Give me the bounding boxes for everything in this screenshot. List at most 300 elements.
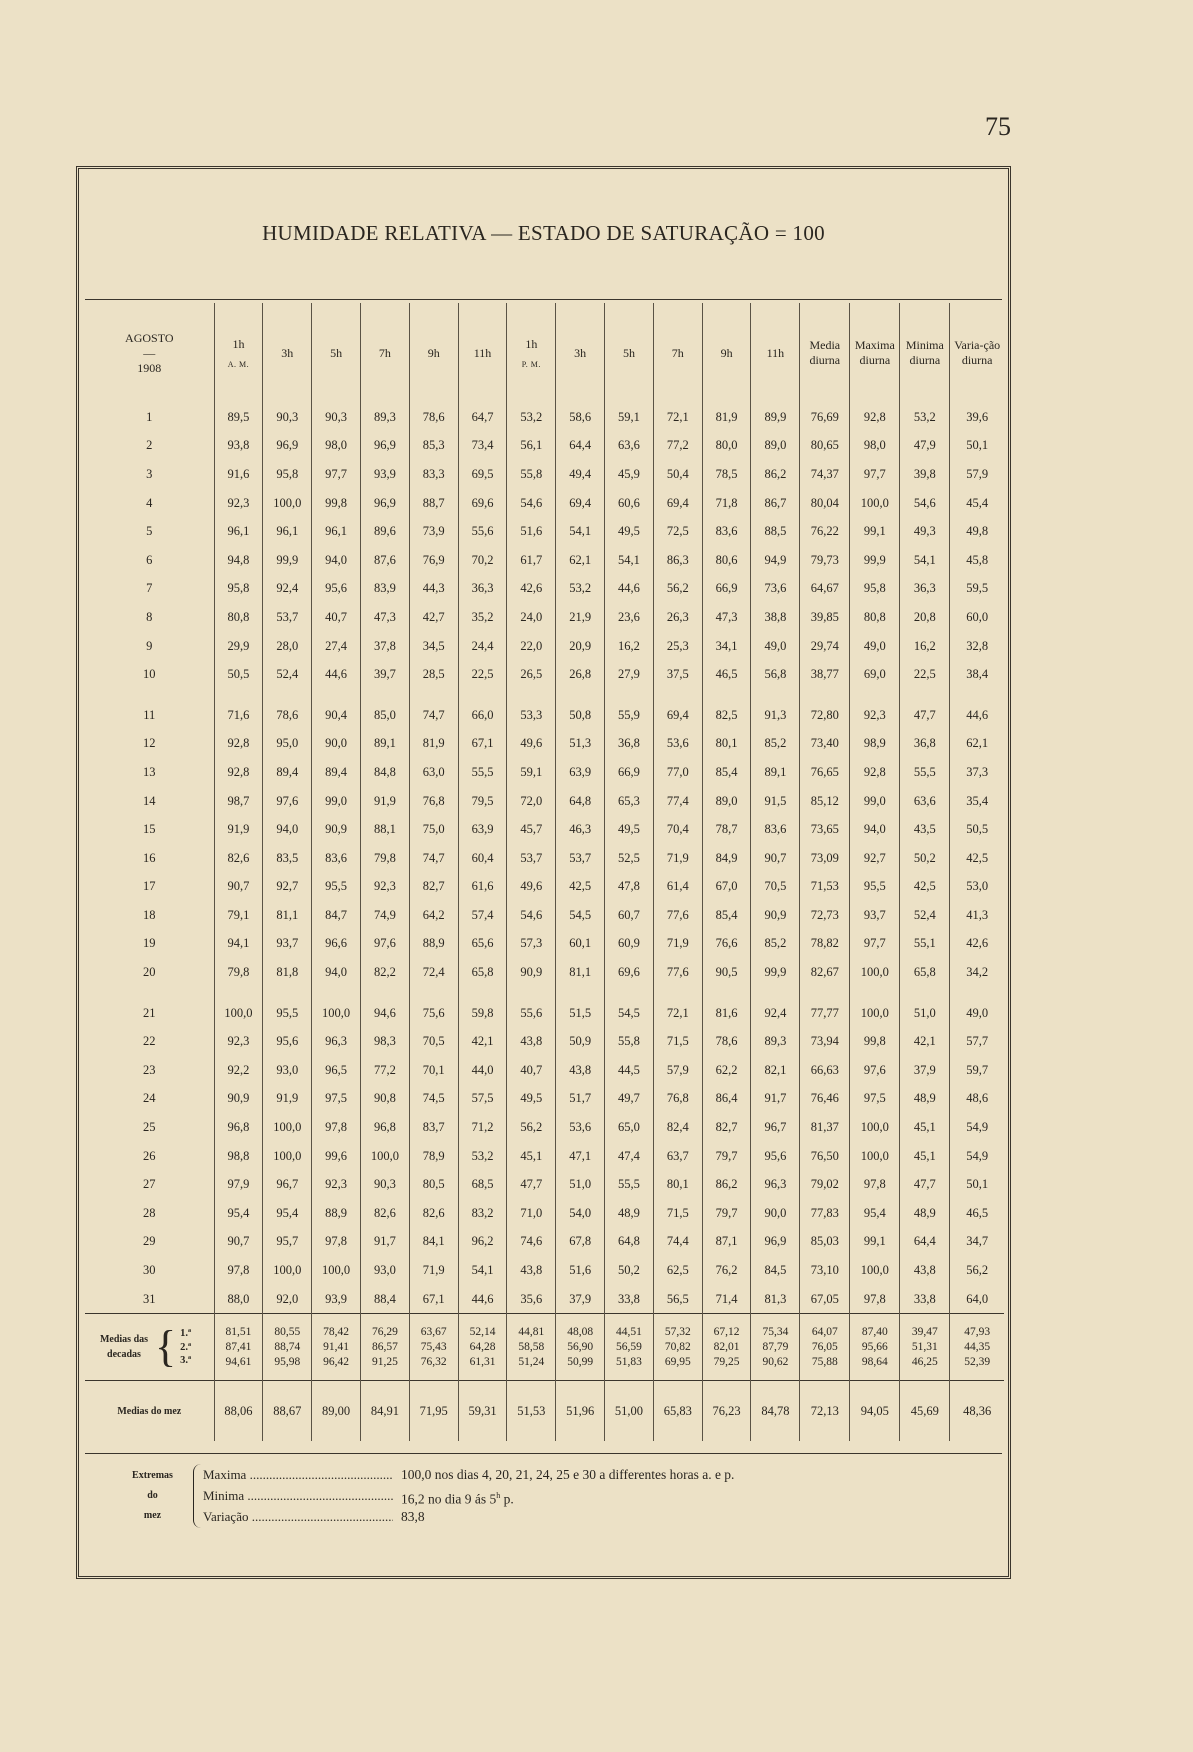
value-cell: 79,8 [214,958,263,987]
value-cell: 51,0 [900,987,950,1028]
value-cell: 50,9 [556,1027,605,1056]
hour-header: 11h [751,303,800,403]
value-cell: 56,8 [751,660,800,689]
value-cell: 24,0 [507,603,556,632]
value-cell: 42,6 [950,930,1004,959]
value-cell: 55,5 [458,758,507,787]
value-cell: 85,2 [751,930,800,959]
header-row [85,303,1004,403]
day-cell: 22 [143,1034,156,1049]
value-cell: 78,6 [702,1027,751,1056]
value-cell: 60,4 [458,844,507,873]
value-cell: 83,6 [312,844,361,873]
value-cell: 40,7 [312,603,361,632]
month-means-row [85,1381,1004,1442]
value-cell: 53,6 [556,1113,605,1142]
value-cell: 72,5 [653,517,702,546]
value-cell: 64,4 [556,432,605,461]
month-mean-cell: 94,05 [850,1381,900,1442]
value-cell: 56,1 [507,432,556,461]
value-cell: 26,3 [653,603,702,632]
value-cell: 96,8 [360,1113,409,1142]
value-cell: 72,1 [653,987,702,1028]
value-cell: 89,0 [751,432,800,461]
value-cell: 52,4 [900,901,950,930]
value-cell: 100,0 [850,958,900,987]
value-cell: 44,5 [605,1056,654,1085]
value-cell: 66,0 [458,689,507,730]
value-cell: 73,10 [800,1256,850,1285]
hour-header: 3h [556,303,605,403]
month-mean-cell: 51,53 [507,1381,556,1442]
day-cell: 26 [143,1148,156,1163]
value-cell: 37,9 [900,1056,950,1085]
value-cell: 22,5 [458,660,507,689]
value-cell: 96,2 [458,1228,507,1257]
value-cell: 34,1 [702,632,751,661]
value-cell: 16,2 [900,632,950,661]
value-cell: 98,0 [312,432,361,461]
value-cell: 77,77 [800,987,850,1028]
value-cell: 45,1 [507,1142,556,1171]
table-row [85,844,1004,873]
value-cell: 51,6 [556,1256,605,1285]
value-cell: 97,7 [312,460,361,489]
humidity-table [85,303,1004,1441]
value-cell: 44,6 [458,1285,507,1314]
value-cell: 75,0 [409,815,458,844]
value-cell: 90,9 [312,815,361,844]
value-cell: 83,6 [751,815,800,844]
value-cell: 42,5 [950,844,1004,873]
value-cell: 48,9 [605,1199,654,1228]
value-cell: 97,7 [850,930,900,959]
value-cell: 63,7 [653,1142,702,1171]
value-cell: 83,2 [458,1199,507,1228]
value-cell: 59,8 [458,987,507,1028]
value-cell: 38,4 [950,660,1004,689]
value-cell: 92,3 [214,489,263,518]
value-cell: 80,6 [702,546,751,575]
value-cell: 36,3 [458,575,507,604]
table-row [85,787,1004,816]
day-cell: 3 [146,466,153,481]
value-cell: 96,9 [360,489,409,518]
value-cell: 78,82 [800,930,850,959]
value-cell: 92,8 [214,730,263,759]
table-frame [76,166,1011,1579]
value-cell: 43,8 [507,1027,556,1056]
value-cell: 93,7 [263,930,312,959]
value-cell: 88,7 [409,489,458,518]
value-cell: 54,1 [900,546,950,575]
value-cell: 81,9 [409,730,458,759]
value-cell: 76,65 [800,758,850,787]
value-cell: 72,4 [409,958,458,987]
value-cell: 76,22 [800,517,850,546]
value-cell: 53,7 [507,844,556,873]
value-cell: 99,8 [312,489,361,518]
day-cell: 6 [146,552,153,567]
value-cell: 90,0 [751,1199,800,1228]
value-cell: 69,4 [556,489,605,518]
value-cell: 63,6 [605,432,654,461]
value-cell: 53,3 [507,689,556,730]
value-cell: 27,4 [312,632,361,661]
decade-mean-cell: 87,40 95,66 98,64 [850,1314,900,1381]
value-cell: 92,4 [751,987,800,1028]
value-cell: 37,8 [360,632,409,661]
value-cell: 99,9 [751,958,800,987]
value-cell: 54,9 [950,1113,1004,1142]
value-cell: 79,5 [458,787,507,816]
value-cell: 63,6 [900,787,950,816]
value-cell: 96,1 [214,517,263,546]
value-cell: 85,4 [702,901,751,930]
day-cell: 4 [146,495,153,510]
value-cell: 91,6 [214,460,263,489]
value-cell: 20,9 [556,632,605,661]
value-cell: 55,5 [605,1170,654,1199]
value-cell: 77,6 [653,901,702,930]
value-cell: 94,8 [214,546,263,575]
decade-mean-cell: 48,08 56,90 50,99 [556,1314,605,1381]
table-row [85,930,1004,959]
value-cell: 37,3 [950,758,1004,787]
table-row [85,1085,1004,1114]
value-cell: 40,7 [507,1056,556,1085]
value-cell: 59,7 [950,1056,1004,1085]
value-cell: 95,4 [263,1199,312,1228]
table-row [85,460,1004,489]
value-cell: 79,7 [702,1142,751,1171]
value-cell: 80,04 [800,489,850,518]
day-cell: 8 [146,609,153,624]
value-cell: 33,8 [605,1285,654,1314]
value-cell: 53,7 [556,844,605,873]
table-row [85,1285,1004,1314]
value-cell: 94,0 [312,958,361,987]
value-cell: 97,7 [850,460,900,489]
value-cell: 50,1 [950,1170,1004,1199]
table-row [85,603,1004,632]
value-cell: 38,8 [751,603,800,632]
value-cell: 16,2 [605,632,654,661]
value-cell: 95,5 [263,987,312,1028]
table-row [85,1199,1004,1228]
value-cell: 78,6 [409,403,458,432]
value-cell: 47,9 [900,432,950,461]
table-row [85,1256,1004,1285]
value-cell: 36,8 [900,730,950,759]
value-cell: 69,4 [653,489,702,518]
value-cell: 100,0 [850,1256,900,1285]
value-cell: 57,9 [653,1056,702,1085]
value-cell: 53,2 [900,403,950,432]
hour-header: 3h [263,303,312,403]
value-cell: 37,5 [653,660,702,689]
value-cell: 64,8 [605,1228,654,1257]
value-cell: 47,4 [605,1142,654,1171]
value-cell: 44,3 [409,575,458,604]
value-cell: 47,1 [556,1142,605,1171]
value-cell: 73,4 [458,432,507,461]
value-cell: 54,1 [556,517,605,546]
value-cell: 55,8 [507,460,556,489]
value-cell: 54,9 [950,1142,1004,1171]
value-cell: 49,0 [850,632,900,661]
month-means-label: Medias do mez [85,1381,214,1442]
value-cell: 49,4 [556,460,605,489]
value-cell: 51,5 [556,987,605,1028]
daily-rows [85,403,1004,1314]
month-extremes [85,1453,1002,1562]
table-row [85,632,1004,661]
value-cell: 74,7 [409,844,458,873]
value-cell: 44,6 [312,660,361,689]
value-cell: 69,5 [458,460,507,489]
value-cell: 92,3 [360,873,409,902]
value-cell: 91,3 [751,689,800,730]
value-cell: 96,9 [263,432,312,461]
value-cell: 97,6 [360,930,409,959]
value-cell: 93,9 [360,460,409,489]
value-cell: 87,6 [360,546,409,575]
value-cell: 82,67 [800,958,850,987]
value-cell: 93,0 [360,1256,409,1285]
value-cell: 97,8 [850,1285,900,1314]
hour-header: 7h [653,303,702,403]
value-cell: 89,1 [360,730,409,759]
value-cell: 68,5 [458,1170,507,1199]
value-cell: 24,4 [458,632,507,661]
value-cell: 86,3 [653,546,702,575]
value-cell: 90,3 [263,403,312,432]
hour-header: 5h [312,303,361,403]
value-cell: 97,9 [214,1170,263,1199]
month-mean-cell: 45,69 [900,1381,950,1442]
value-cell: 41,3 [950,901,1004,930]
value-cell: 96,7 [263,1170,312,1199]
value-cell: 98,7 [214,787,263,816]
value-cell: 38,77 [800,660,850,689]
value-cell: 71,9 [409,1256,458,1285]
value-cell: 49,0 [751,632,800,661]
value-cell: 78,7 [702,815,751,844]
value-cell: 94,0 [312,546,361,575]
value-cell: 49,6 [507,873,556,902]
value-cell: 51,6 [507,517,556,546]
value-cell: 48,9 [900,1085,950,1114]
value-cell: 96,1 [263,517,312,546]
value-cell: 99,8 [850,1027,900,1056]
hour-header: 1h A. M. [214,303,263,403]
value-cell: 80,65 [800,432,850,461]
value-cell: 86,2 [702,1170,751,1199]
day-cell: 27 [143,1177,156,1192]
value-cell: 86,7 [751,489,800,518]
value-cell: 43,8 [900,1256,950,1285]
month-mean-cell: 88,06 [214,1381,263,1442]
minima-value: 16,2 no dia 9 ás 5$^h$ p. [401,1491,514,1507]
value-cell: 89,1 [751,758,800,787]
day-cell: 23 [143,1062,156,1077]
value-cell: 86,4 [702,1085,751,1114]
value-cell: 97,5 [312,1085,361,1114]
decade-mean-cell: 76,29 86,57 91,25 [360,1314,409,1381]
value-cell: 58,6 [556,403,605,432]
value-cell: 70,1 [409,1056,458,1085]
value-cell: 64,4 [900,1228,950,1257]
value-cell: 82,1 [751,1056,800,1085]
value-cell: 76,50 [800,1142,850,1171]
table-row [85,1142,1004,1171]
value-cell: 80,0 [702,432,751,461]
decade-mean-cell: 80,55 88,74 95,98 [263,1314,312,1381]
value-cell: 54,1 [458,1256,507,1285]
table-row [85,517,1004,546]
value-cell: 60,0 [950,603,1004,632]
value-cell: 86,2 [751,460,800,489]
day-cell: 7 [146,581,153,596]
value-cell: 32,8 [950,632,1004,661]
value-cell: 66,9 [702,575,751,604]
value-cell: 91,9 [360,787,409,816]
value-cell: 99,1 [850,517,900,546]
value-cell: 71,2 [458,1113,507,1142]
value-cell: 53,6 [653,730,702,759]
value-cell: 48,6 [950,1085,1004,1114]
value-cell: 28,5 [409,660,458,689]
value-cell: 60,1 [556,930,605,959]
value-cell: 67,8 [556,1228,605,1257]
value-cell: 62,1 [556,546,605,575]
value-cell: 91,7 [751,1085,800,1114]
value-cell: 21,9 [556,603,605,632]
value-cell: 53,2 [556,575,605,604]
value-cell: 59,1 [507,758,556,787]
value-cell: 66,63 [800,1056,850,1085]
value-cell: 42,5 [556,873,605,902]
value-cell: 77,2 [360,1056,409,1085]
value-cell: 60,9 [605,930,654,959]
value-cell: 100,0 [360,1142,409,1171]
value-cell: 61,7 [507,546,556,575]
value-cell: 64,8 [556,787,605,816]
hour-header: 7h [360,303,409,403]
value-cell: 83,7 [409,1113,458,1142]
value-cell: 49,0 [950,987,1004,1028]
value-cell: 79,73 [800,546,850,575]
value-cell: 81,37 [800,1113,850,1142]
value-cell: 89,4 [312,758,361,787]
value-cell: 80,8 [850,603,900,632]
value-cell: 45,1 [900,1142,950,1171]
value-cell: 45,7 [507,815,556,844]
month-mean-cell: 88,67 [263,1381,312,1442]
value-cell: 83,5 [263,844,312,873]
value-cell: 92,7 [263,873,312,902]
extreme-maxima: Maxima ..... 100,0 nos dias 4, 20, 21, 24, 25 e 30 a differentes horas a. e p. [203,1464,1003,1485]
value-cell: 100,0 [850,1142,900,1171]
value-cell: 27,9 [605,660,654,689]
value-cell: 22,0 [507,632,556,661]
stat-header: Media diurna [800,303,850,403]
value-cell: 92,3 [850,689,900,730]
value-cell: 53,0 [950,873,1004,902]
value-cell: 70,5 [751,873,800,902]
value-cell: 92,8 [214,758,263,787]
decade-mean-cell: 57,32 70,82 69,95 [653,1314,702,1381]
value-cell: 63,9 [458,815,507,844]
value-cell: 54,6 [900,489,950,518]
table-title: HUMIDADE RELATIVA — ESTADO DE SATURAÇÃO = 100 [262,221,825,245]
value-cell: 46,5 [702,660,751,689]
value-cell: 94,0 [850,815,900,844]
day-cell: 5 [146,524,153,539]
value-cell: 49,5 [605,517,654,546]
value-cell: 85,3 [409,432,458,461]
value-cell: 57,9 [950,460,1004,489]
value-cell: 54,5 [605,987,654,1028]
month-mean-cell: 84,78 [751,1381,800,1442]
value-cell: 84,5 [751,1256,800,1285]
value-cell: 73,6 [751,575,800,604]
extremes-brace [193,1464,202,1528]
table-row [85,1228,1004,1257]
value-cell: 84,9 [702,844,751,873]
value-cell: 95,6 [751,1142,800,1171]
value-cell: 90,7 [214,873,263,902]
value-cell: 35,2 [458,603,507,632]
value-cell: 61,6 [458,873,507,902]
value-cell: 39,85 [800,603,850,632]
title-divider [85,299,1002,300]
value-cell: 35,4 [950,787,1004,816]
value-cell: 95,4 [850,1199,900,1228]
value-cell: 70,2 [458,546,507,575]
decade-mean-cell: 47,93 44,35 52,39 [950,1314,1004,1381]
value-cell: 72,73 [800,901,850,930]
value-cell: 90,7 [214,1228,263,1257]
value-cell: 82,6 [214,844,263,873]
day-cell: 10 [143,667,156,682]
value-cell: 93,7 [850,901,900,930]
month-mean-cell: 51,00 [605,1381,654,1442]
value-cell: 98,9 [850,730,900,759]
value-cell: 76,69 [800,403,850,432]
value-cell: 92,3 [214,1027,263,1056]
decade-means-label: Medias das decadas { 1.ª 2.ª 3.ª [85,1314,214,1381]
value-cell: 80,1 [702,730,751,759]
value-cell: 90,8 [360,1085,409,1114]
value-cell: 100,0 [263,1142,312,1171]
decade-mean-cell: 52,14 64,28 61,31 [458,1314,507,1381]
value-cell: 73,40 [800,730,850,759]
stat-header: Maxima diurna [850,303,900,403]
value-cell: 67,0 [702,873,751,902]
table-row [85,958,1004,987]
day-cell: 11 [143,707,156,722]
value-cell: 100,0 [312,987,361,1028]
value-cell: 34,5 [409,632,458,661]
month-mean-cell: 71,95 [409,1381,458,1442]
day-cell: 28 [143,1205,156,1220]
month-mean-cell: 89,00 [312,1381,361,1442]
decade-means-row [85,1314,1004,1381]
table-row [85,1170,1004,1199]
value-cell: 39,7 [360,660,409,689]
